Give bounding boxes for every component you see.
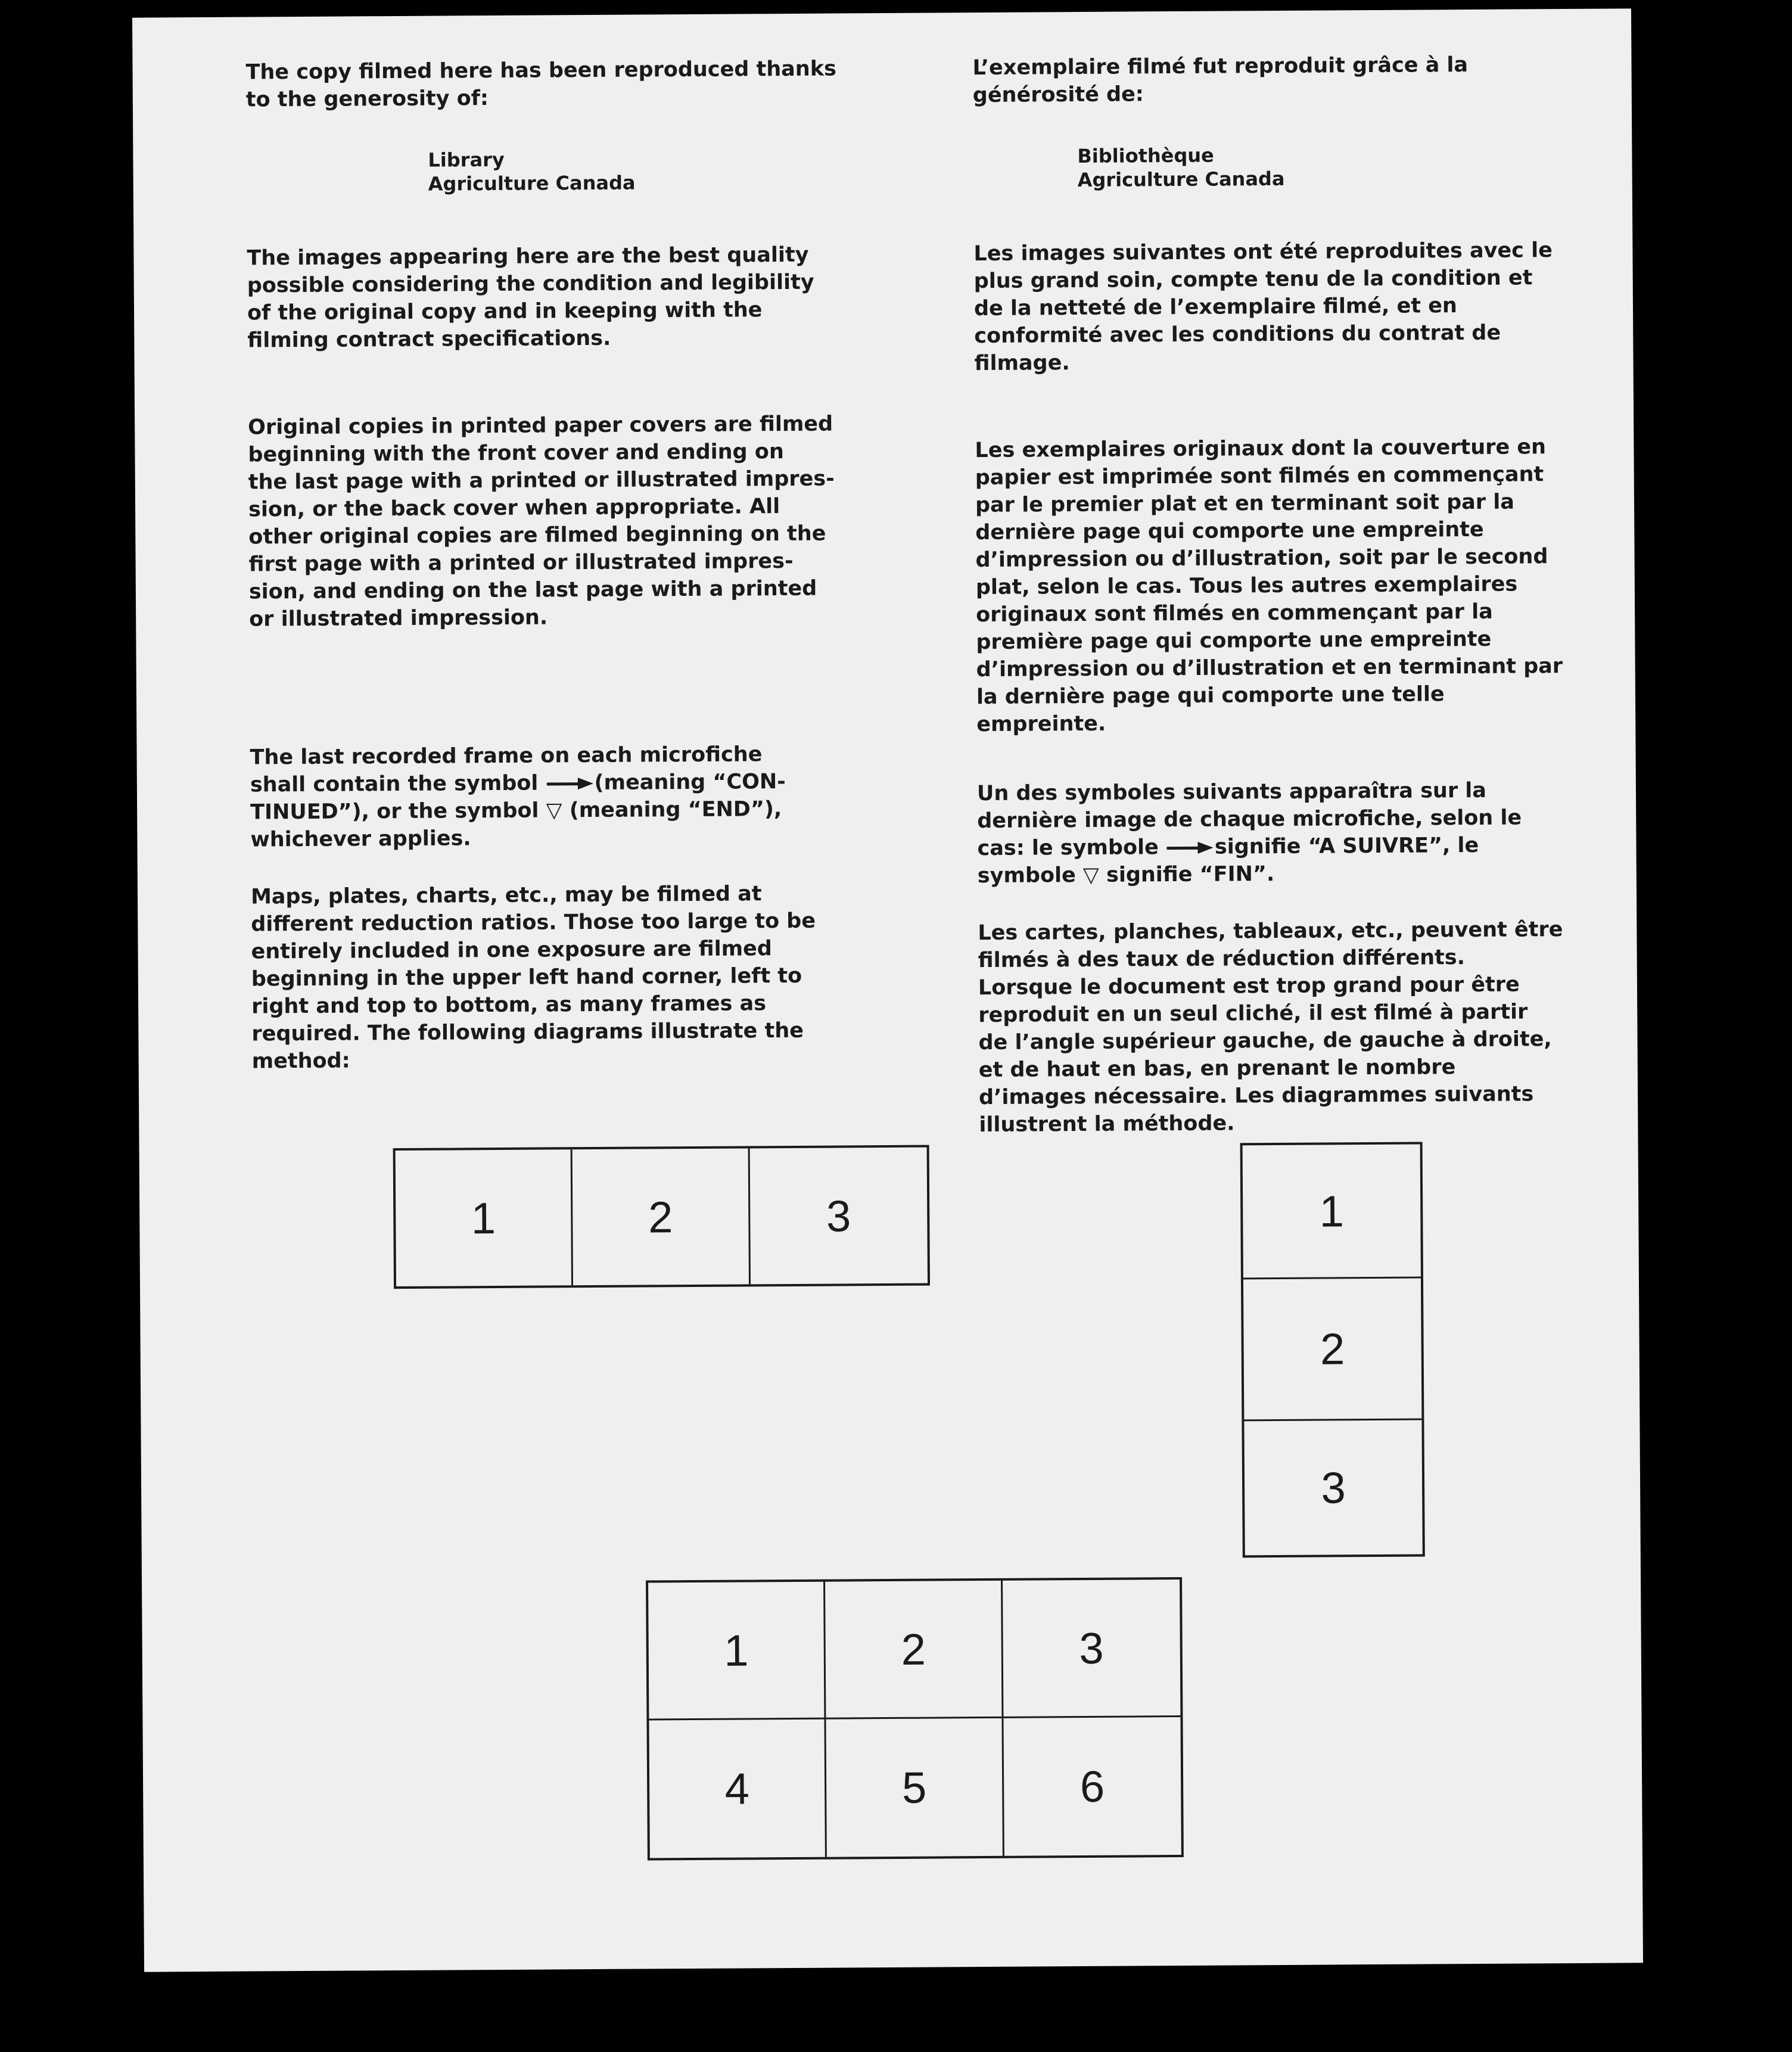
english-symbol-text-1: The last recorded frame on each microfiche shall contain the symbol bbox=[250, 742, 763, 797]
english-library-name: Library Agriculture Canada bbox=[428, 148, 636, 195]
six-frame-grid-diagram bbox=[646, 1577, 1184, 1860]
continued-arrow-icon bbox=[546, 778, 593, 789]
document-page bbox=[132, 8, 1643, 1972]
frame-cell: 1 bbox=[396, 1149, 574, 1286]
french-quality-paragraph: Les images suivantes ont été reproduites avec le plus grand soin, compte tenu de la condition et de la netteté de l’exemplaire filmé, et en conformité avec les conditions du contrat de filmage. bbox=[973, 238, 1553, 376]
frame-cell: 2 bbox=[573, 1148, 751, 1285]
frame-cell: 1 bbox=[1243, 1145, 1421, 1280]
frame-cell: 4 bbox=[649, 1720, 827, 1858]
frame-cell: 3 bbox=[1321, 1463, 1346, 1513]
a-suivre-arrow-icon bbox=[1167, 842, 1214, 854]
english-intro: The copy filmed here has been reproduced thanks to the generosity of: bbox=[245, 57, 837, 112]
french-symbol-paragraph bbox=[977, 776, 1579, 890]
english-originals-paragraph: Original copies in printed paper covers are filmed beginning with the front cover and ending on the last page with a printed or illustrated impres- sion, or the back cover when appropriate. All other original copies are filmed beginning on the first page with a printed or illustrated impres- sion, and ending on the last page with a printed or illustrated impression. bbox=[248, 412, 835, 632]
english-maps-paragraph: Maps, plates, charts, etc., may be filmed at different reduction ratios. Those too large to be entirely included in one exposure are filmed beginning in the upper left hand corner, left to right and top to bottom, as many frames as required. The following diagrams illustrate the method: bbox=[250, 882, 816, 1074]
frame-cell: 3 bbox=[1003, 1580, 1181, 1718]
french-originals-paragraph: Les exemplaires originaux dont la couverture en papier est imprimée sont filmés en commençant par le premier plat et en terminant soit par la dernière page qui comporte une empreinte d’impression ou d’illustration, soit par le second plat, selon le cas. Tous les autres exemplaires originaux sont filmés en commençant par la première page qui comporte une empreinte d’impression ou d’illustration et en terminant par la dernière page qui comporte une telle empreinte. bbox=[975, 435, 1563, 737]
frame-cell: 6 bbox=[1079, 1761, 1105, 1812]
english-symbol-text-2: (meaning “CON- TINUED”), or the symbol ▽ (meaning “END”), whichever applies. bbox=[250, 770, 786, 852]
french-symbol-text-2: signifie “A SUIVRE”, le symbole ▽ signifie “FIN”. bbox=[977, 833, 1479, 888]
frame-cell: 3 bbox=[826, 1190, 851, 1241]
english-symbol-paragraph bbox=[250, 740, 852, 853]
french-library-name: Bibliothèque Agriculture Canada bbox=[1077, 144, 1285, 192]
horizontal-frames-diagram bbox=[393, 1145, 930, 1289]
vertical-frames-diagram bbox=[1240, 1142, 1425, 1558]
french-maps-paragraph: Les cartes, planches, tableaux, etc., peuvent être filmés à des taux de réduction différents. Lorsque le document est trop grand pour être reproduit en un seul cliché, il est filmé à partir de l’angle supérieur gauche, de gauche à droite, et de haut en bas, en prenant le nombre d’images nécessaire. Les diagrammes suivants illustrent la méthode. bbox=[978, 918, 1563, 1137]
english-quality-paragraph: The images appearing here are the best quality possible considering the condition and legibility of the original copy and in keeping with the filming contract specifications. bbox=[247, 242, 814, 353]
english-column bbox=[245, 55, 853, 1075]
frame-cell: 5 bbox=[826, 1718, 1004, 1857]
frame-cell: 1 bbox=[648, 1582, 826, 1721]
frame-cell: 2 bbox=[1243, 1279, 1421, 1422]
frame-cell: 2 bbox=[825, 1581, 1003, 1720]
french-column bbox=[972, 51, 1581, 1139]
french-intro: L’exemplaire filmé fut reproduit grâce à la générosité de: bbox=[972, 53, 1469, 108]
french-symbol-text-1: Un des symboles suivants apparaîtra sur la dernière image de chaque microfiche, selon le cas: le symbole bbox=[976, 778, 1522, 861]
